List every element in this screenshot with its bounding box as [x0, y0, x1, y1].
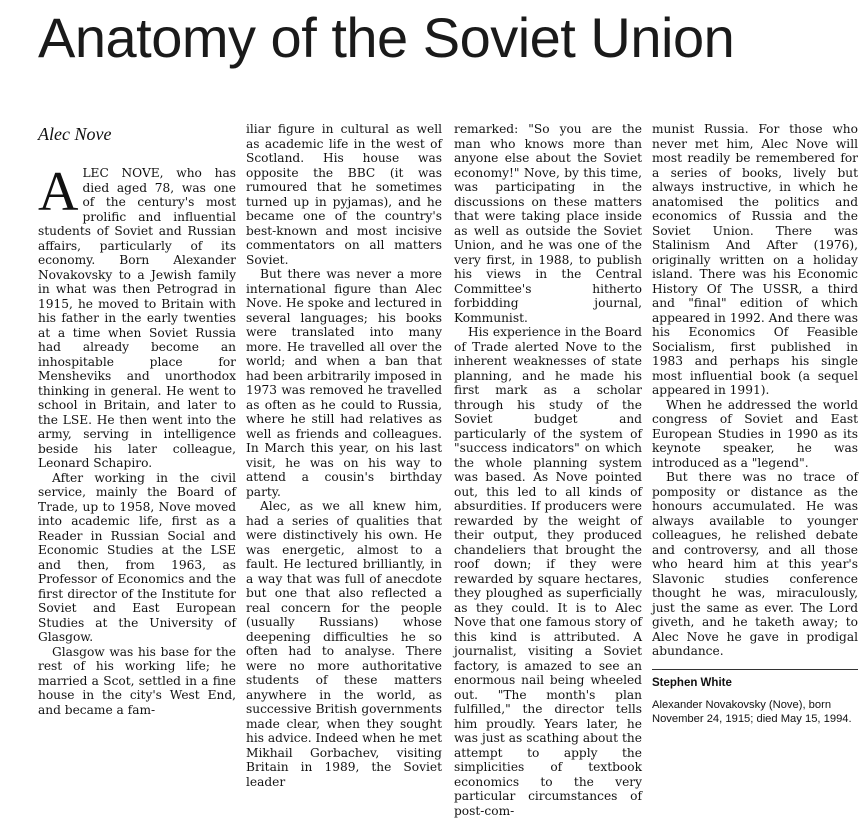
byline: Alec Nove	[38, 124, 112, 144]
paragraph: iliar figure in cultural as well as academic life in the west of Scotland. His house was opposite the BBC (it was rumoured that he sometimes turned up in pyjamas), and he became one of the country's best-known and most incisive commentators on all matters Soviet.	[246, 122, 442, 267]
paragraph: remarked: "So you are the man who knows more than anyone else about the Soviet economy!" Nove, by this time, was participating in the discussions on these matters that were taking place inside as well as outside the Soviet Union, and he was one of the very first, in 1988, to publish his views in the Central Committee's hitherto forbidding journal, Kommunist.	[454, 122, 642, 325]
paragraph: His experience in the Board of Trade alerted Nove to the inherent weaknesses of state planning, and he made his first mark as a scholar through his study of the Soviet budget and particularly of the system of "success indicators" on which the whole planning system was based. As Nove pointed out, this led to all kinds of absurdities. If producers were rewarded by the weight of their output, they produced chandeliers that brought the roof down; if they were rewarded by square hectares, they ploughed as superficially as they could. It is to Alec Nove that one famous story of this kind is attributed. A journalist, visiting a Soviet factory, is amazed to see an enormous nail being wheeled out. "The month's plan fulfilled," the director tells him proudly. Years later, he was just as scathing about the attempt to apply the simplicities of textbook economics to the very particular circumstances of post-com-	[454, 325, 642, 818]
paragraph: After working in the civil service, mainly the Board of Trade, up to 1958, Nove moved into academic life, first as a Reader in Russian Social and Economic Studies at the LSE and then, from 1963, as Professor of Economics and the first director of the Institute for Soviet and East European Studies at the University of Glasgow.	[38, 470, 236, 644]
author-signature: Stephen White	[652, 676, 732, 689]
drop-cap: A	[38, 161, 79, 223]
article-headline: Anatomy of the Soviet Union	[38, 6, 735, 69]
article-column-3	[454, 122, 642, 818]
article-column-2	[246, 122, 442, 789]
article-column-4	[652, 122, 858, 726]
paragraph: But there was never a more international figure than Alec Nove. He spoke and lectured in several languages; his books were translated into many more. He travelled all over the world; and when a ban that had been arbitrarily imposed in 1973 was removed he travelled as often as he could to Russia, where he still had relatives as well as friends and colleagues. In March this year, on his last visit, he was on his way to attend a cousin's birthday party.	[246, 267, 442, 499]
article-column-1	[38, 122, 236, 717]
paragraph: Glasgow was his base for the rest of his working life; he married a Scot, settled in a fine house in the city's West End, and became a fam-	[38, 644, 236, 717]
paragraph: Alec, as we all knew him, had a series of qualities that were distinctively his own. He was energetic, almost to a fault. He lectured brilliantly, in a way that was full of anecdote but one that also reflected a real concern for the people (usually Russians) whose deepening difficulties he so often had to analyse. There were no more authoritative students of these matters anywhere in the world, as successive British governments made clear, when they sought his advice. Indeed when he met Mikhail Gorbachev, visiting Britain in 1989, the Soviet leader	[246, 499, 442, 789]
paragraph: When he addressed the world congress of Soviet and East European Studies in 1990 as its keynote speaker, he was introduced as a "legend".	[652, 397, 858, 470]
paragraph: munist Russia. For those who never met him, Alec Nove will most readily be remembered for a series of books, lively but always instructive, in which he anatomised the politics and economics of Russia and the Soviet Union. There was Stalinism And After (1976), originally written on a holiday island. There was his Economic History Of The USSR, a third and "final" edition of which appeared in 1992. And there was his Economics Of Feasible Socialism, first published in 1983 and perhaps his single most influential book (a sequel appeared in 1991).	[652, 122, 858, 397]
paragraph: ALEC NOVE, who has died aged 78, was one of the century's most prolific and influential students of Soviet and Russian affairs, particularly of its economy. Born Alexander Novakovsky to a Jewish family in what was then Petrograd in 1915, he moved to Britain with his father in the early twenties at a time when Soviet Russia had already become an inhospitable place for Mensheviks and unorthodox thinking in general. He went to school in Britain, and later to the LSE. He then went into the army, serving in intelligence beside his later colleague, Leonard Schapiro.	[38, 161, 236, 470]
paragraph: But there was no trace of pomposity or distance as the honours accumulated. He was always available to younger colleagues, he relished debate and controversy, and all those who heard him at this year's Slavonic studies conference thought he was, miraculously, just the same as ever. The Lord giveth, and he taketh away; to Alec Nove he gave in prodigal abundance.	[652, 470, 858, 658]
divider	[652, 669, 858, 670]
birth-death-note: Alexander Novakovsky (Nove), born November 24, 1915; died May 15, 1994.	[652, 699, 852, 725]
